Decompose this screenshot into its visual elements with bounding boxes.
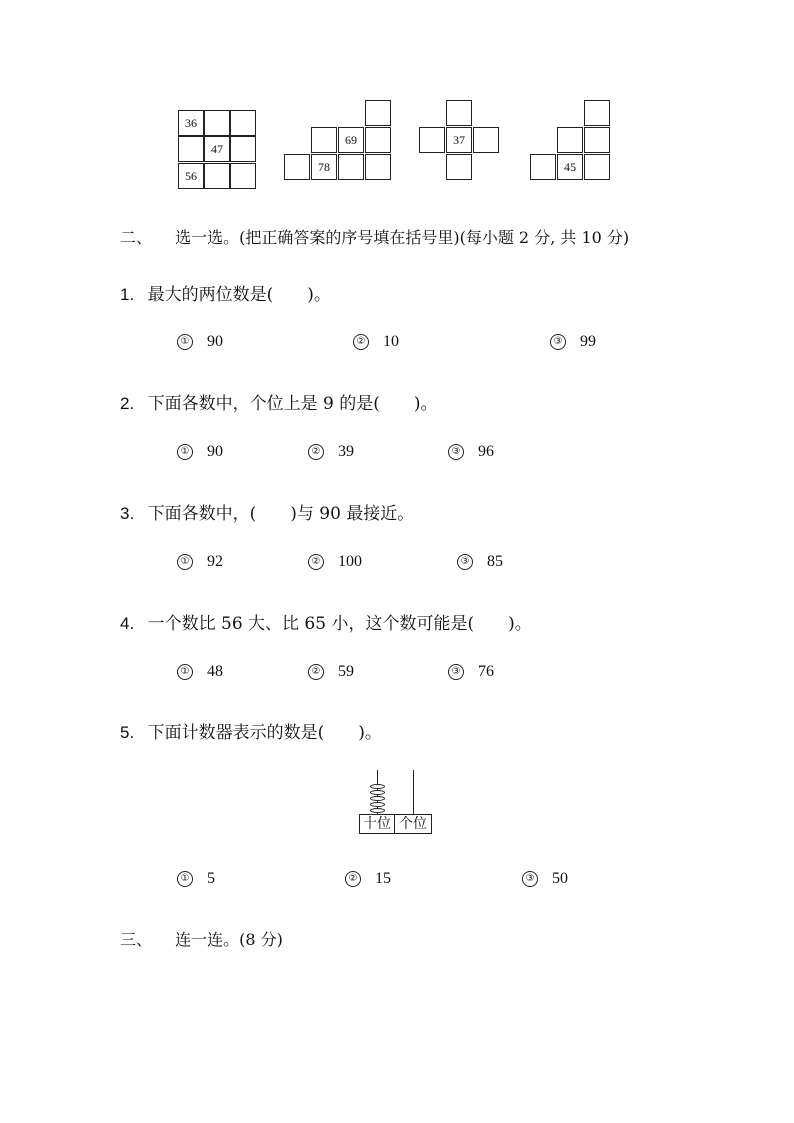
question-number: 4. [120, 614, 135, 633]
option-value: 50 [552, 870, 568, 887]
grid-cell [311, 127, 337, 153]
circled-number-icon: ③ [522, 871, 538, 887]
option-value: 99 [580, 333, 596, 350]
option-value: 76 [478, 663, 494, 680]
grid-cell [419, 127, 445, 153]
grid-cell: 69 [338, 127, 364, 153]
question-text: 最大的两位数是( )。 [147, 285, 331, 305]
option-value: 5 [207, 870, 215, 887]
section-2-title: 选一选。(把正确答案的序号填在括号里)(每小题 2 分, 共 10 分) [175, 228, 630, 247]
option-2[interactable] [308, 443, 354, 461]
grid-cell: 37 [446, 127, 472, 153]
circled-number-icon: ③ [448, 444, 464, 460]
section-2-label: 二、 [120, 228, 153, 247]
option-value: 85 [487, 553, 503, 570]
grid-cell [584, 127, 610, 153]
question-2 [120, 389, 437, 414]
question-number: 1. [120, 285, 135, 304]
grid-cell [584, 154, 610, 180]
option-3[interactable] [522, 870, 568, 888]
option-1[interactable] [177, 443, 223, 461]
grid-cell: 56 [178, 163, 204, 189]
ones-rod [413, 770, 414, 816]
tens-label: 十位 [359, 814, 395, 834]
grid-cell [284, 154, 310, 180]
section-3-heading [120, 927, 283, 950]
option-value: 90 [207, 333, 223, 350]
section-2-heading [120, 225, 629, 248]
grid-cell [365, 100, 391, 126]
grid-cell [178, 136, 204, 162]
abacus-counter [356, 770, 436, 836]
grid-cell: 47 [204, 136, 230, 162]
grid-cell [230, 136, 256, 162]
grid-cell [230, 163, 256, 189]
abacus-bead [370, 802, 385, 807]
option-value: 90 [207, 443, 223, 460]
option-1[interactable] [177, 553, 223, 571]
option-1[interactable] [177, 870, 215, 888]
question-number: 2. [120, 394, 135, 413]
option-value: 15 [375, 870, 391, 887]
grid-cell [230, 110, 256, 136]
circled-number-icon: ① [177, 664, 193, 680]
abacus-bead [370, 808, 385, 813]
option-3[interactable] [448, 663, 494, 681]
grid-cell [338, 154, 364, 180]
circled-number-icon: ① [177, 554, 193, 570]
question-text: 下面各数中，个位上是 9 的是( )。 [147, 394, 438, 414]
grid-cell [557, 127, 583, 153]
option-1[interactable] [177, 333, 223, 351]
grid-cell [584, 100, 610, 126]
grid-cell [204, 163, 230, 189]
question-number: 3. [120, 504, 135, 523]
circled-number-icon: ③ [448, 664, 464, 680]
option-value: 96 [478, 443, 494, 460]
circled-number-icon: ② [345, 871, 361, 887]
option-2[interactable] [353, 333, 399, 351]
grid-cell [446, 154, 472, 180]
section-3-label: 三、 [120, 930, 153, 949]
question-text: 一个数比 56 大、比 65 小，这个数可能是( )。 [147, 614, 532, 634]
circled-number-icon: ③ [457, 554, 473, 570]
option-value: 48 [207, 663, 223, 680]
grid-cell [204, 110, 230, 136]
question-3 [120, 499, 414, 524]
option-2[interactable] [345, 870, 391, 888]
grid-cell [365, 154, 391, 180]
section-3-title: 连一连。(8 分) [175, 930, 283, 949]
abacus-bead [370, 796, 385, 801]
circled-number-icon: ② [308, 444, 324, 460]
circled-number-icon: ① [177, 334, 193, 350]
circled-number-icon: ① [177, 871, 193, 887]
grid-cell [530, 154, 556, 180]
grid-cell [365, 127, 391, 153]
question-1 [120, 280, 331, 305]
question-number: 5. [120, 723, 135, 742]
circled-number-icon: ② [353, 334, 369, 350]
grid-cell: 45 [557, 154, 583, 180]
circled-number-icon: ③ [550, 334, 566, 350]
circled-number-icon: ② [308, 664, 324, 680]
option-value: 10 [383, 333, 399, 350]
option-3[interactable] [550, 333, 596, 351]
option-value: 39 [338, 443, 354, 460]
option-value: 59 [338, 663, 354, 680]
grid-cell: 78 [311, 154, 337, 180]
option-2[interactable] [308, 553, 362, 571]
ones-label: 个位 [394, 814, 432, 834]
option-value: 92 [207, 553, 223, 570]
question-4 [120, 609, 532, 634]
question-text: 下面各数中，( )与 90 最接近。 [147, 504, 415, 524]
option-3[interactable] [448, 443, 494, 461]
grid-cell: 36 [178, 110, 204, 136]
abacus-bead [370, 790, 385, 795]
option-3[interactable] [457, 553, 503, 571]
option-1[interactable] [177, 663, 223, 681]
grid-cell [446, 100, 472, 126]
circled-number-icon: ② [308, 554, 324, 570]
question-5 [120, 718, 382, 743]
circled-number-icon: ① [177, 444, 193, 460]
abacus-bead [370, 784, 385, 789]
option-2[interactable] [308, 663, 354, 681]
grid-cell [473, 127, 499, 153]
question-text: 下面计数器表示的数是( )。 [147, 723, 382, 743]
option-value: 100 [338, 553, 362, 570]
